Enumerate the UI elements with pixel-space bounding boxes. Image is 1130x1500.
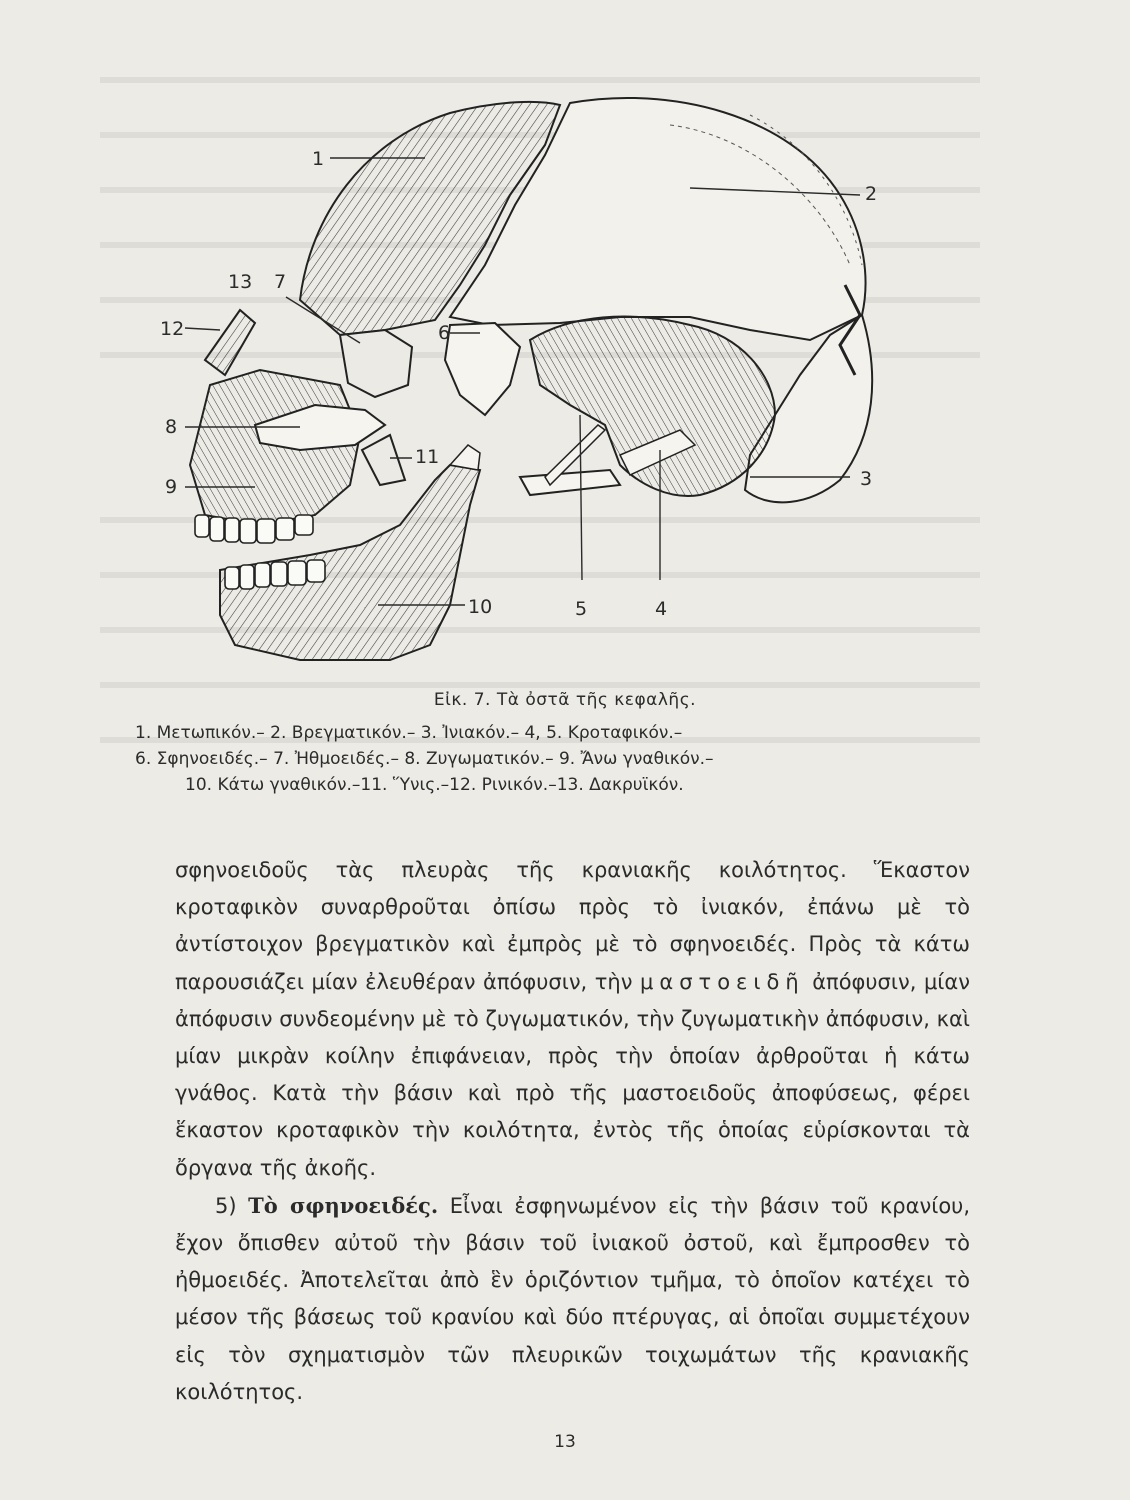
label-13: 13 xyxy=(228,271,253,293)
label-12: 12 xyxy=(160,318,185,340)
paragraph-text: Εἶναι ἐσφηνωμένον εἰς τὴν βάσιν τοῦ κρανίου, ἔχον ὄπισθεν αὐτοῦ τὴν βάσιν τοῦ ἰνιακοῦ ὀστοῦ, καὶ ἔμπροσθεν τὸ ἠθμοειδές. Ἀποτελεῖται ἀπὸ ἓν ὁριζόντιον τμῆμα, τὸ ὁποῖον κατέχει τὸ μέσον τῆς βάσεως τοῦ κρανίου καὶ δύο πτέρυγας, αἱ ὁποῖαι συμμετέχουν εἰς τὸν σχηματισμὸν τῶν πλευρικῶν τοιχωμάτων τῆς κρανιακῆς κοιλότητος. xyxy=(175,1193,970,1404)
label-11: 11 xyxy=(415,446,440,468)
body-text xyxy=(175,852,970,1411)
paragraph xyxy=(175,852,970,1187)
nasal-bone xyxy=(205,310,255,375)
page-number: 13 xyxy=(554,1432,576,1452)
vomer-bone xyxy=(362,435,405,485)
label-10: 10 xyxy=(468,596,493,618)
figure-legend xyxy=(135,720,935,798)
paragraph xyxy=(175,1187,970,1411)
ethmoid-bone xyxy=(340,330,412,397)
legend-row: 1. Μετωπικόν.– 2. Βρεγματικόν.– 3. Ἰνιακόν.– 4, 5. Κροταφικόν.– xyxy=(135,723,683,743)
label-8: 8 xyxy=(165,416,178,438)
label-7: 7 xyxy=(274,271,287,293)
skull-illustration xyxy=(150,85,910,685)
label-9: 9 xyxy=(165,476,178,498)
paragraph-text: ἀπόφυσιν, μίαν ἀπόφυσιν συνδεομένην μὲ τὸ ζυγωματικόν, τὴν ζυγωματικὴν ἀπόφυσιν, καὶ μίαν μικρὰν κοίλην ἐπιφάνειαν, πρὸς τὴν ὁποίαν ἀρθροῦται ἡ κάτω γνάθος. Κατὰ τὴν βάσιν καὶ πρὸ τῆς μαστοειδοῦς ἀποφύσεως, φέρει ἕκαστον κροταφικὸν τὴν κοιλότητα, ἐντὸς τῆς ὁποίας εὑρίσκονται τὰ ὄργανα τῆς ἀκοῆς. xyxy=(175,969,970,1180)
label-3: 3 xyxy=(860,468,873,490)
legend-row: 10. Κάτω γναθικόν.–11. Ὕνις.–12. Ρινικόν.–13. Δακρυϊκόν. xyxy=(185,775,684,795)
label-2: 2 xyxy=(865,183,878,205)
upper-teeth xyxy=(195,515,313,543)
section-heading: Τὸ σφηνοειδές. xyxy=(248,1192,439,1218)
emphasized-term: μαστοειδῆ xyxy=(640,969,805,994)
sphenoid-bone xyxy=(445,323,520,415)
figure-caption-title: Εἰκ. 7. Τὰ ὀστᾶ τῆς κεφαλῆς. xyxy=(433,690,697,710)
label-1: 1 xyxy=(312,148,325,170)
legend-row: 6. Σφηνοειδές.– 7. Ἠθμοειδές.– 8. Ζυγωματικόν.– 9. Ἄνω γναθικόν.– xyxy=(135,749,714,769)
label-6: 6 xyxy=(438,322,451,344)
skull-figure xyxy=(150,85,910,685)
section-number: 5) xyxy=(215,1193,237,1218)
paragraph-text: σφηνοειδοῦς τὰς πλευρὰς τῆς κρανιακῆς κοιλότητος. Ἕκαστον κροταφικὸν συναρθροῦται ὀπίσω πρὸς τὸ ἰνιακόν, ἐπάνω μὲ τὸ ἀντίστοιχον βρεγματικὸν καὶ ἐμπρὸς μὲ τὸ σφηνοειδές. Πρὸς τὰ κάτω παρουσιάζει μίαν ἐλευθέραν ἀπόφυσιν, τὴν xyxy=(175,858,970,994)
label-5: 5 xyxy=(575,598,588,620)
label-4: 4 xyxy=(655,598,668,620)
